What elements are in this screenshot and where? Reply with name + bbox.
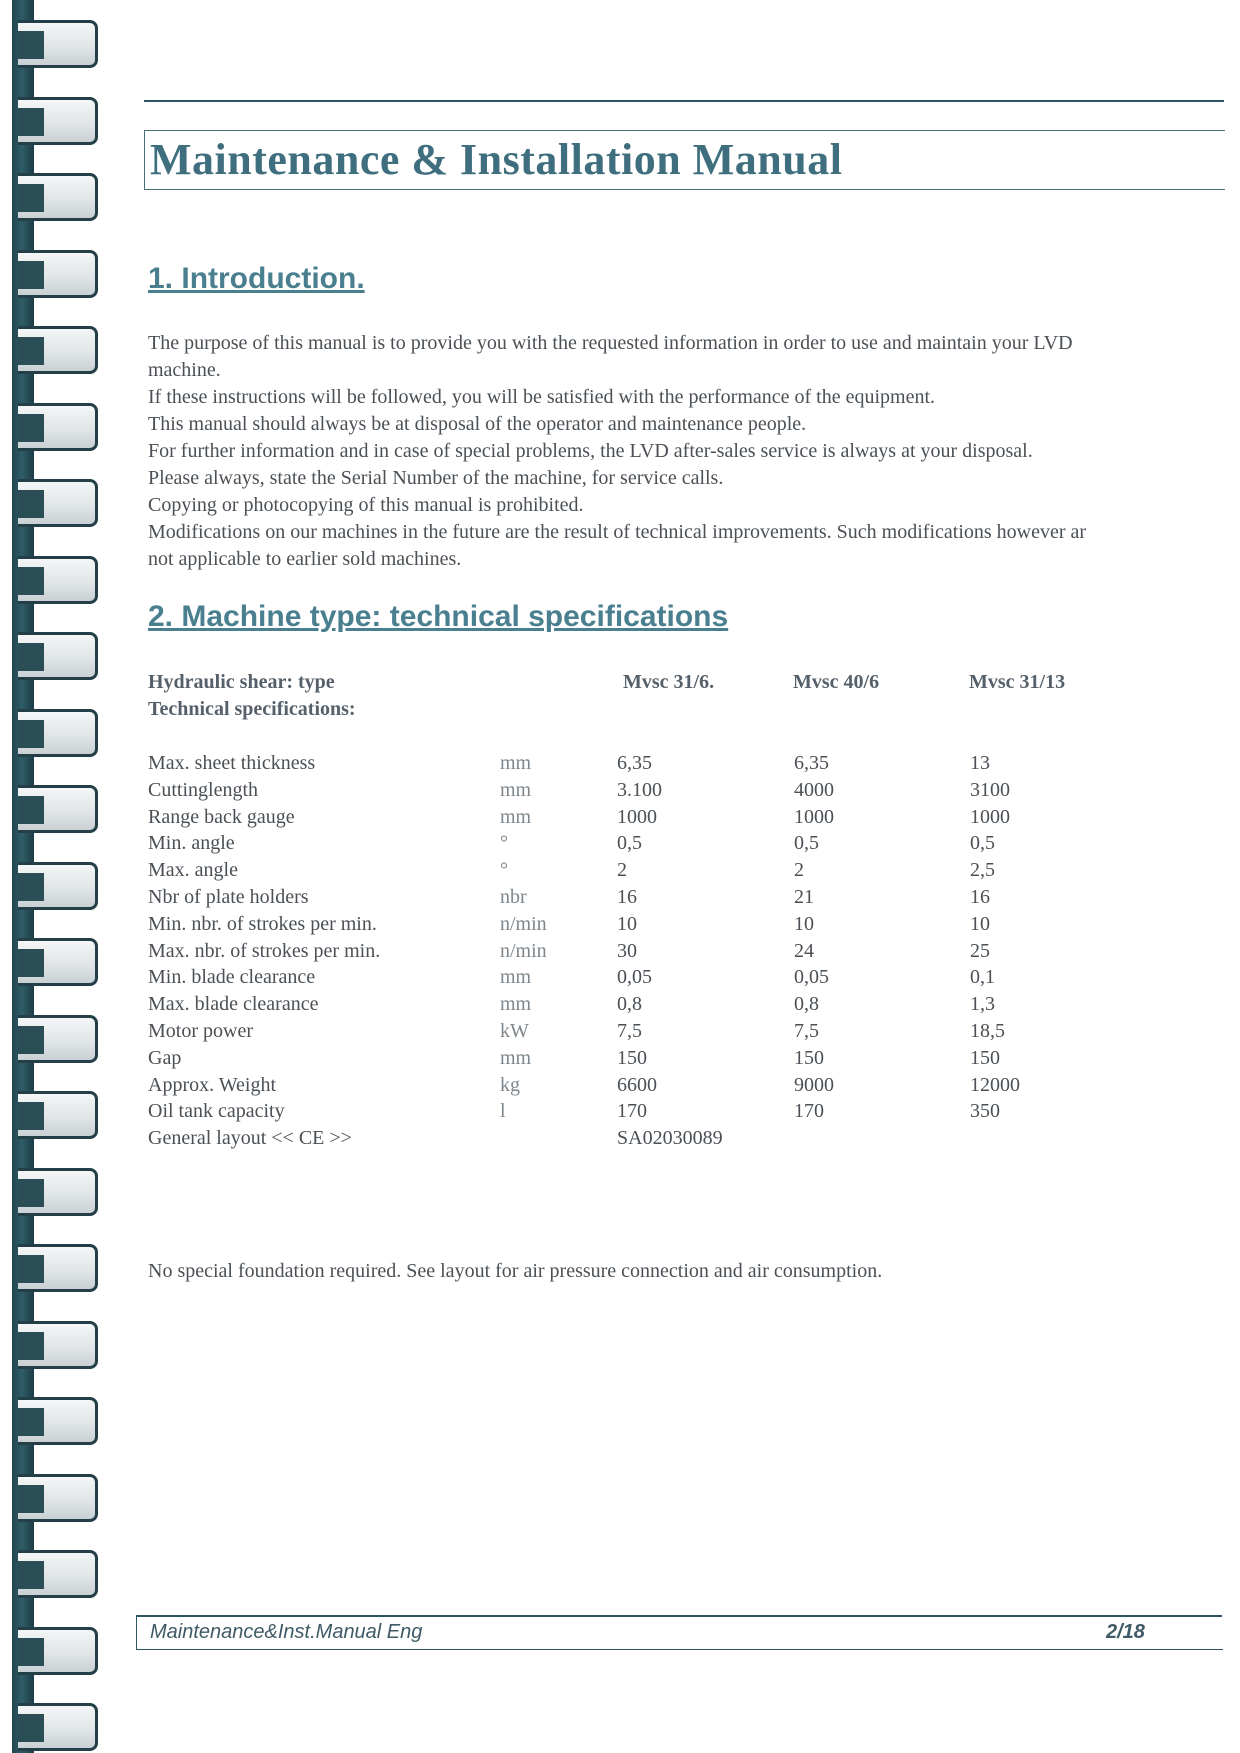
spec-cell-param: Min. angle [148,832,235,855]
section-heading-introduction: 1. Introduction. [148,262,365,295]
spec-cell-unit: l [500,1100,506,1123]
spec-cell-v2: 0,05 [794,966,829,989]
intro-line: machine. [148,359,221,381]
spec-row [148,884,1120,911]
intro-text [148,330,1228,573]
spec-technical-label: Technical specifications: [148,698,356,720]
spiral-binding [0,0,100,1753]
spec-cell-unit: kW [500,1019,529,1042]
spec-cell-v3: 25 [970,939,990,962]
spec-row [148,1045,1120,1072]
intro-line: Please always, state the Serial Number of the machine, for service calls. [148,467,724,489]
spec-cell-unit: kg [500,1073,520,1096]
intro-line: The purpose of this manual is to provide you with the requested information in order to use and maintain your LVD [148,332,1073,354]
spec-cell-v1: 0,05 [617,966,652,989]
spec-row [148,750,1120,777]
binding-ring [18,403,98,451]
binding-ring [18,250,98,298]
spec-cell-v1: 0,8 [617,993,642,1016]
spec-cell-v2: 170 [794,1100,824,1123]
spec-cell-v1: 150 [617,1046,647,1069]
spec-cell-param: Max. blade clearance [148,993,319,1016]
page-number: 2/18 [1106,1621,1145,1643]
binding-ring [18,97,98,145]
spec-cell-v1: 6600 [617,1073,657,1096]
spec-cell-unit: ° [500,832,508,855]
spec-cell-v1: 6,35 [617,752,652,774]
spec-cell-v2 [794,1125,970,1152]
spec-row [148,857,1120,884]
intro-line: Modifications on our machines in the future are the result of technical improvements. Such modifications however ar [148,521,1087,543]
binding-ring [18,1397,98,1445]
spec-row [148,830,1120,857]
binding-ring [18,479,98,527]
spec-cell-unit [500,1125,617,1152]
binding-ring [18,326,98,374]
spec-cell-v2: 21 [794,885,814,908]
spec-cell-v3 [970,1125,1120,1152]
spec-cell-param: General layout << CE >> [148,1127,352,1150]
binding-ring [18,1627,98,1675]
spec-cell-v2: 6,35 [794,752,829,774]
spec-cell-v1: 10 [617,912,637,935]
binding-ring [18,1474,98,1522]
intro-line: not applicable to earlier sold machines. [148,548,462,570]
spec-row [148,938,1120,965]
spec-cell-v1: 16 [617,885,637,908]
spec-row [148,1072,1120,1099]
spec-cell-param: Min. blade clearance [148,966,316,989]
spec-cell-param: Motor power [148,1019,253,1042]
spec-cell-param: Range back gauge [148,805,295,828]
spec-cell-v2: 9000 [794,1073,834,1096]
spec-cell-param: Nbr of plate holders [148,885,309,908]
binding-ring [18,1168,98,1216]
binding-ring [18,709,98,757]
spec-row [148,911,1120,938]
binding-ring [18,1321,98,1369]
spec-cell-v3: 2,5 [970,859,995,882]
spec-cell-unit: mm [500,993,532,1016]
binding-ring [18,1091,98,1139]
spec-cell-unit: nbr [500,885,527,908]
spec-cell-v3: 16 [970,885,990,908]
spec-cell-v2: 0,5 [794,832,819,855]
spec-cell-param: Max. nbr. of strokes per min. [148,939,381,962]
spec-cell-unit: mm [500,1046,532,1069]
spec-cell-unit: n/min [500,912,547,935]
binding-ring [18,1244,98,1292]
spec-cell-param: Cuttinglength [148,778,258,801]
spec-cell-v1: SA02030089 [617,1127,723,1150]
spec-cell-param: Gap [148,1046,182,1069]
spec-cell-unit: mm [500,966,532,989]
spec-cell-param: Approx. Weight [148,1073,277,1096]
spec-cell-v2: 4000 [794,778,834,801]
spec-cell-v3: 10 [970,912,990,935]
spec-cell-v3: 350 [970,1100,1000,1123]
binding-ring [18,862,98,910]
model-header-3: Mvsc 31/13 [969,671,1066,693]
spec-cell-v3: 0,5 [970,832,995,855]
intro-line: This manual should always be at disposal of the operator and maintenance people. [148,413,807,435]
spec-row [148,1018,1120,1045]
spec-cell-v3: 150 [970,1046,1000,1069]
page-title: Maintenance & Installation Manual [150,135,843,184]
spec-cell-v2: 10 [794,912,814,935]
spec-cell-param: Oil tank capacity [148,1100,285,1123]
spec-cell-param: Max. angle [148,859,238,882]
footer-document-name: Maintenance&Inst.Manual Eng [150,1621,423,1643]
section-heading-specifications: 2. Machine type: technical specifications [148,600,729,633]
spec-row [148,964,1120,991]
spec-cell-v1: 2 [617,859,627,882]
spec-cell-v2: 1000 [794,805,834,828]
spec-row [148,991,1120,1018]
spec-cell-v3: 12000 [970,1073,1020,1096]
spec-cell-v2: 2 [794,859,804,882]
spec-cell-v2: 24 [794,939,814,962]
spec-cell-unit: mm [500,752,532,774]
binding-ring [18,632,98,680]
spec-cell-param: Min. nbr. of strokes per min. [148,912,377,935]
intro-line: If these instructions will be followed, you will be satisfied with the performance of the equipment. [148,386,936,408]
spec-cell-v2: 7,5 [794,1019,819,1042]
spec-cell-unit: mm [500,805,532,828]
spec-row [148,804,1120,831]
spec-cell-v1: 1000 [617,805,657,828]
spec-cell-v3: 18,5 [970,1019,1005,1042]
spec-cell-v3: 3100 [970,778,1010,801]
spec-cell-v1: 0,5 [617,832,642,855]
model-header-2: Mvsc 40/6 [793,671,880,693]
spec-cell-param: Max. sheet thickness [148,752,316,774]
spec-cell-v3: 13 [970,752,990,774]
spec-row [148,1125,1120,1152]
spec-cell-v2: 150 [794,1046,824,1069]
header-rule [144,100,1224,102]
spec-cell-v1: 7,5 [617,1019,642,1042]
spec-cell-unit: ° [500,859,508,882]
spec-cell-unit: mm [500,778,532,801]
spec-row [148,1098,1120,1125]
spec-cell-v1: 170 [617,1100,647,1123]
spec-cell-unit: n/min [500,939,547,962]
model-header-1: Mvsc 31/6. [623,671,715,693]
specifications-table [148,750,1120,1152]
spec-cell-v1: 3.100 [617,778,662,801]
intro-line: For further information and in case of special problems, the LVD after-sales service is always at your disposal. [148,440,1033,462]
binding-ring [18,1550,98,1598]
spec-cell-v2: 0,8 [794,993,819,1016]
binding-ring [18,173,98,221]
binding-ring [18,20,98,68]
binding-ring [18,1703,98,1751]
spec-cell-v3: 1000 [970,805,1010,828]
spec-cell-v1: 30 [617,939,637,962]
binding-ring [18,938,98,986]
binding-ring [18,785,98,833]
binding-ring [18,556,98,604]
intro-line: Copying or photocopying of this manual is prohibited. [148,494,584,516]
spec-cell-v3: 0,1 [970,966,995,989]
spec-type-label: Hydraulic shear: type [148,671,335,693]
binding-ring [18,1015,98,1063]
foundation-note: No special foundation required. See layout for air pressure connection and air consumption. [148,1260,883,1282]
spec-cell-v3: 1,3 [970,993,995,1016]
spec-row [148,777,1120,804]
